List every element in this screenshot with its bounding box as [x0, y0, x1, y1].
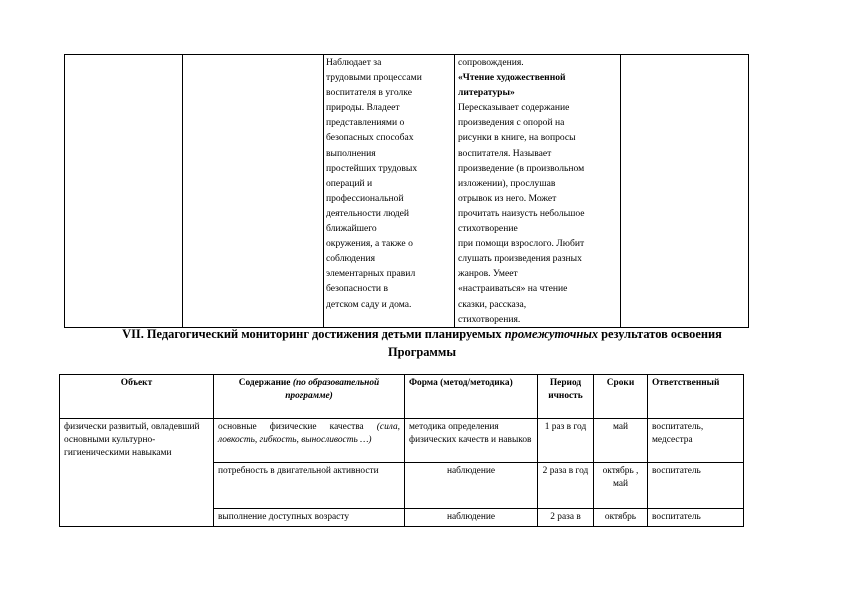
reading-text — [455, 55, 620, 327]
text-line: Пересказывает содержание — [458, 102, 570, 114]
text-line: прочитать наизусть небольшое — [458, 207, 585, 219]
responsible-cell: воспитатель — [648, 509, 744, 527]
text-line: детском саду и дома. — [326, 298, 412, 310]
section-title-part3: результатов освоения — [598, 327, 722, 341]
period-cell: 2 раза в год — [538, 463, 594, 509]
section-title-line2: Программы — [388, 345, 456, 359]
text-line: ближайшего — [326, 223, 377, 235]
content-cell — [214, 419, 405, 463]
header-period: Период ичность — [538, 375, 594, 419]
period-cell: 1 раз в год — [538, 419, 594, 463]
text-line: безопасности в — [326, 283, 388, 295]
header-content-italic: (по образовательной программе) — [285, 378, 380, 401]
text-line: произведения с опорой на — [458, 117, 565, 129]
header-content — [214, 375, 405, 419]
top-table — [64, 54, 749, 328]
text-line: представлениями о — [326, 117, 405, 129]
header-terms: Сроки — [594, 375, 648, 419]
reading-heading-line1: «Чтение художественной — [458, 72, 566, 84]
text-line: профессиональной — [326, 192, 404, 204]
text-line: элементарных правил — [326, 268, 416, 280]
header-object: Объект — [60, 375, 214, 419]
text-line: соблюдения — [326, 253, 375, 265]
text-line: произведение (в произвольном — [458, 162, 585, 174]
top-table-cell-3 — [324, 55, 455, 328]
table-row — [60, 419, 744, 463]
content-cell: потребность в двигательной активности — [214, 463, 405, 509]
text-line: воспитателя. Называет — [458, 147, 552, 159]
content-text: основные физические качества — [218, 422, 364, 432]
form-cell: наблюдение — [405, 463, 538, 509]
terms-cell: октябрь , май — [594, 463, 648, 509]
table-header-row — [60, 375, 744, 419]
content-cell: выполнение доступных возрасту — [214, 509, 405, 527]
monitoring-table — [59, 374, 744, 527]
text-line: стихотворения. — [458, 313, 521, 325]
content-italic-text: (сила, ловкость, гибкость, выносливость …) — [218, 422, 400, 445]
text-line: стихотворение — [458, 223, 518, 235]
top-table-cell-1 — [65, 55, 183, 328]
text-line: слушать произведения разных — [458, 253, 582, 265]
text-line: окружения, а также о — [326, 238, 413, 250]
text-line: операций и — [326, 177, 373, 189]
text-line: воспитателя в уголке — [326, 87, 412, 99]
text-line: трудовыми процессами — [326, 72, 422, 84]
form-cell: методика определения физических качеств и навыков — [405, 419, 538, 463]
text-line: выполнения — [326, 147, 376, 159]
top-table-cell-5 — [621, 55, 749, 328]
top-table-cell-2 — [183, 55, 324, 328]
text-line: рисунки в книге, на вопросы — [458, 132, 576, 144]
terms-cell: май — [594, 419, 648, 463]
text-line: простейших трудовых — [326, 162, 418, 174]
form-cell: наблюдение — [405, 509, 538, 527]
responsible-cell: воспитатель, медсестра — [648, 419, 744, 463]
text-line: изложении), прослушав — [458, 177, 556, 189]
responsible-cell: воспитатель — [648, 463, 744, 509]
text-line: «настраиваться» на чтение — [458, 283, 568, 295]
text-line: природы. Владеет — [326, 102, 400, 114]
labor-observation-text — [324, 55, 454, 312]
text-line: Наблюдает за — [326, 57, 382, 68]
reading-heading-line2: литературы» — [458, 87, 515, 99]
period-cell: 2 раза в — [538, 509, 594, 527]
section-title-part1: VII. Педагогический мониторинг достижения детьми планируемых — [122, 327, 505, 341]
section-title-italic: промежуточных — [504, 327, 599, 341]
text-line: при помощи взрослого. Любит — [458, 238, 585, 250]
header-responsible: Ответственный — [648, 375, 744, 419]
text-line: сказки, рассказа, — [458, 298, 527, 310]
header-form: Форма (метод/методика) — [405, 375, 538, 419]
text-line: безопасных способах — [326, 132, 414, 144]
section-title — [60, 325, 784, 361]
terms-cell: октябрь — [594, 509, 648, 527]
object-cell: физически развитый, овладевший основными культурно-гигиеническими навыками — [60, 419, 214, 527]
text-line: жанров. Умеет — [458, 268, 518, 280]
header-content-label: Содержание — [238, 378, 291, 388]
text-line: отрывок из него. Может — [458, 192, 557, 204]
text-line: деятельности людей — [326, 207, 410, 219]
top-table-cell-4 — [455, 55, 621, 328]
col4-line1: сопровождения. — [458, 57, 524, 68]
